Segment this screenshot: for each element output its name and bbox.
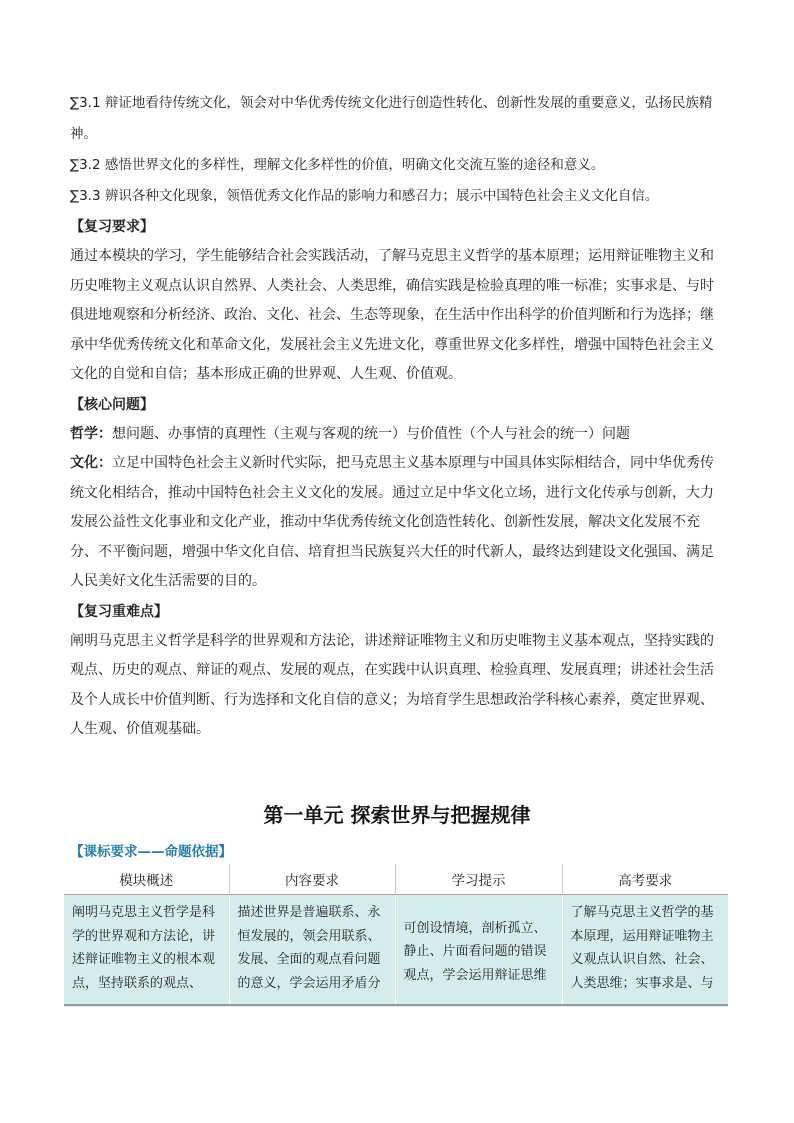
core-question-philosophy	[70, 420, 726, 450]
table-bottom-border	[64, 1004, 728, 1006]
table-header-row	[64, 864, 728, 895]
table-row	[64, 895, 728, 1008]
table-title: 【课标要求——命题依据】	[70, 844, 232, 860]
unit-title: 第一单元 探索世界与把握规律	[263, 803, 531, 827]
table-cell	[64, 895, 229, 1008]
standard-3-2: ∑3.2 感悟世界文化的多样性，理解文化多样性的价值，明确文化交流互鉴的途径和意义。	[70, 157, 605, 173]
table-header-cell: 模块概述	[64, 864, 229, 895]
key-points-heading: 【复习重难点】	[70, 603, 168, 620]
culture-label: 文化：	[70, 455, 112, 471]
table-cell	[562, 895, 728, 1008]
table-header-cell: 高考要求	[562, 864, 728, 895]
review-requirements-text: 通过本模块的学习，学生能够结合社会实践活动，了解马克思主义哲学的基本原理；运用辩证唯物主义和历史唯物主义观点认识自然界、人类社会、人类思维，确信实践是检验真理的唯一标准；实事求是、与时俱进地观察和分析经济、政治、文化、社会、生态等现象，在生活中作出科学的价值判断和行为选择；继承中华优秀传统文化和革命文化，发展社会主义先进文化，尊重世界文化多样性，增强中国特色社会主义文化的自觉和自信；基本形成正确的世界观、人生观、价值观。	[70, 248, 714, 382]
standard-3-3: ∑3.3 辨识各种文化现象，领悟优秀文化作品的影响力和感召力；展示中国特色社会主义文化自信。	[70, 188, 659, 204]
core-question-culture	[70, 449, 726, 597]
curriculum-requirements-table	[64, 864, 728, 1007]
standard-3-1: ∑3.1 辩证地看待传统文化，领会对中华优秀传统文化进行创造性转化、创新性发展的重要意义，弘扬民族精神。	[70, 95, 713, 142]
cell-text-content-requirements: 描述世界是普遍联系、永恒发展的，领会用联系、发展、全面的观点看问题的意义，学会运用矛盾分	[237, 905, 381, 991]
table-header-cell: 内容要求	[229, 864, 395, 895]
core-questions-heading: 【核心问题】	[70, 396, 154, 413]
key-points-text: 阐明马克思主义哲学是科学的世界观和方法论，讲述辩证唯物主义和历史唯物主义基本观点，坚持实践的观点、历史的观点、辩证的观点、发展的观点，在实践中认识真理、检验真理、发展真理；讲述社会生活及个人成长中价值判断、行为选择和文化自信的意义；为培育学生思想政治学科核心素养，奠定世界观、人生观、价值观基础。	[70, 632, 714, 737]
philosophy-text: 想问题、办事情的真理性（主观与客观的统一）与价值性（个人与社会的统一）问题	[112, 425, 630, 442]
cell-text-learning-tips: 可创设情境，剖析孤立、静止、片面看问题的错误观点，学会运用辩证思维	[403, 920, 547, 983]
table-cell	[229, 895, 395, 1008]
table-cell	[395, 895, 562, 1008]
document-content	[70, 88, 726, 745]
table-header-cell: 学习提示	[395, 864, 562, 895]
cell-text-exam-requirements: 了解马克思主义哲学的基本原理，运用辩证唯物主义观点认识自然、社会、人类思维；实事求是、与	[570, 905, 714, 991]
review-requirements-heading: 【复习要求】	[70, 219, 154, 235]
cell-text-module-overview: 阐明马克思主义哲学是科学的世界观和方法论，讲述辩证唯物主义的根本观点，坚持联系的观点、	[72, 905, 216, 991]
culture-text: 立足中国特色社会主义新时代实际，把马克思主义基本原理与中国具体实际相结合，同中华优秀传统文化相结合，推动中国特色社会主义文化的发展。通过立足中华文化立场，进行文化传承与创新，大力发展公益性文化事业和文化产业，推动中华优秀传统文化创造性转化、创新性发展，解决文化发展不充分、不平衡问题，增强中华文化自信、培育担当民族复兴大任的时代新人，最终达到建设文化强国、满足人民美好文化生活需要的目的。	[70, 455, 714, 589]
philosophy-label: 哲学：	[70, 425, 112, 442]
